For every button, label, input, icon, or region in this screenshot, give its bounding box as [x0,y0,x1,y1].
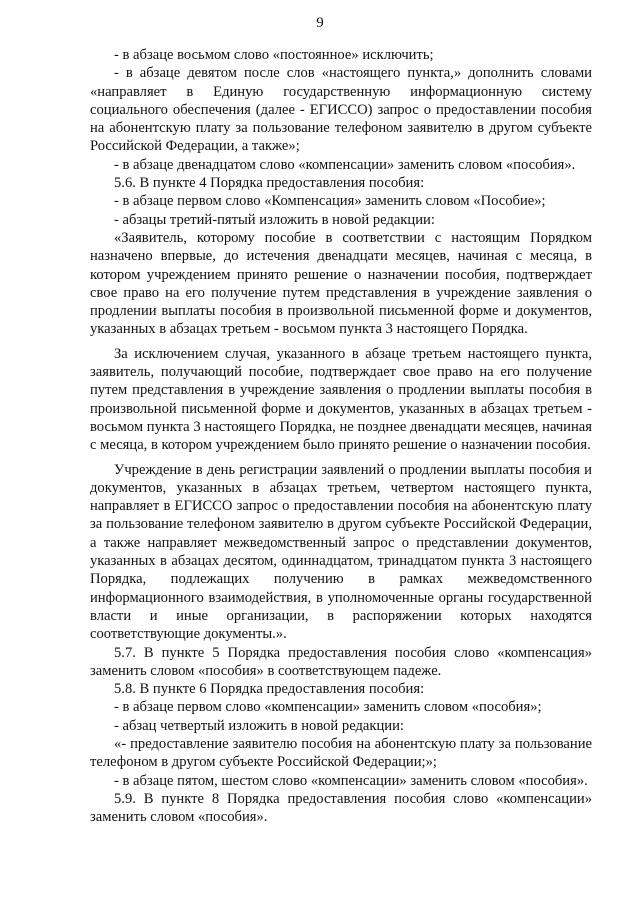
paragraph: 5.8. В пункте 6 Порядка предоставления пособия: [114,681,425,698]
paragraph: 5.6. В пункте 4 Порядка предоставления пособия: [114,175,425,192]
page-number: 9 [316,15,324,31]
paragraph: «Заявитель, которому пособие в соответствии с настоящим Порядком назначено впервые, до истечения двенадцати месяцев, начиная с месяца, в котором учреждением принято решение о назначении пособия, подтверждает свое право на его получение путем представления в учреждение заявления о продлении выплаты пособия в произвольной письменной форме и документов, указанных в абзацах третьем - восьмом пункта 3 настоящего Порядка. [90,229,592,338]
paragraph: - в абзаце первом слово «компенсации» заменить словом «пособия»; [114,699,542,716]
paragraph: Учреждение в день регистрации заявлений о продлении выплаты пособия и документов, указанных в абзацах третьем, четвертом настоящего пункта, направляет в ЕГИССО запрос о предоставлении пособия на абонентскую плату за пользование телефоном заявителю в другом субъекте Российской Федерации, а также направляет межведомственный запрос о представлении документов, указанных в абзацах десятом, одиннадцатом, тринадцатом пункта 3 настоящего Порядка, подлежащих получению в рамках межведомственного информационного взаимодействия, в уполномоченные органы государственной власти и иные организации, в распоряжении которых находятся соответствующие документы.». [90,461,592,643]
paragraph: - в абзаце восьмом слово «постоянное» исключить; [114,47,434,63]
paragraph: За исключением случая, указанного в абзаце третьем настоящего пункта, заявитель, получающий пособие, подтверждает свое право на его получение путем представления в учреждение заявления о продлении выплаты пособия в произвольной письменной форме и документов, указанных в абзацах третьем - восьмом пункта 3 настоящего Порядка, не позднее двенадцати месяцев, начиная с месяца, в котором учреждением было принято решение о назначении пособия. [90,345,592,454]
paragraph: «- предоставление заявителю пособия на абонентскую плату за пользование телефоном в другом субъекте Российской Федерации;»; [90,735,592,771]
paragraph: - абзацы третий-пятый изложить в новой редакции: [114,211,435,228]
paragraph: 5.9. В пункте 8 Порядка предоставления пособия слово «компенсации» заменить словом «пособия». [90,790,592,826]
paragraph: - в абзаце пятом, шестом слово «компенсации» заменить словом «пособия». [114,772,588,789]
paragraph: - в абзаце двенадцатом слово «компенсации» заменить словом «пособия». [114,156,576,173]
paragraph: - абзац четвертый изложить в новой редакции: [114,717,404,734]
paragraph: - в абзаце первом слово «Компенсация» заменить словом «Пособие»; [114,193,546,210]
document-body [90,46,592,826]
paragraph: 5.7. В пункте 5 Порядка предоставления пособия слово «компенсация» заменить словом «пособия» в соответствующем падеже. [90,644,592,679]
paragraph: - в абзаце девятом после слов «настоящего пункта,» дополнить словами «направляет в Единую государственную информационную систему социального обеспечения (далее - ЕГИССО) запрос о предоставлении пособия на абонентскую плату за пользование телефоном заявителю в другом субъекте Российской Федерации, а также»; [90,65,592,155]
